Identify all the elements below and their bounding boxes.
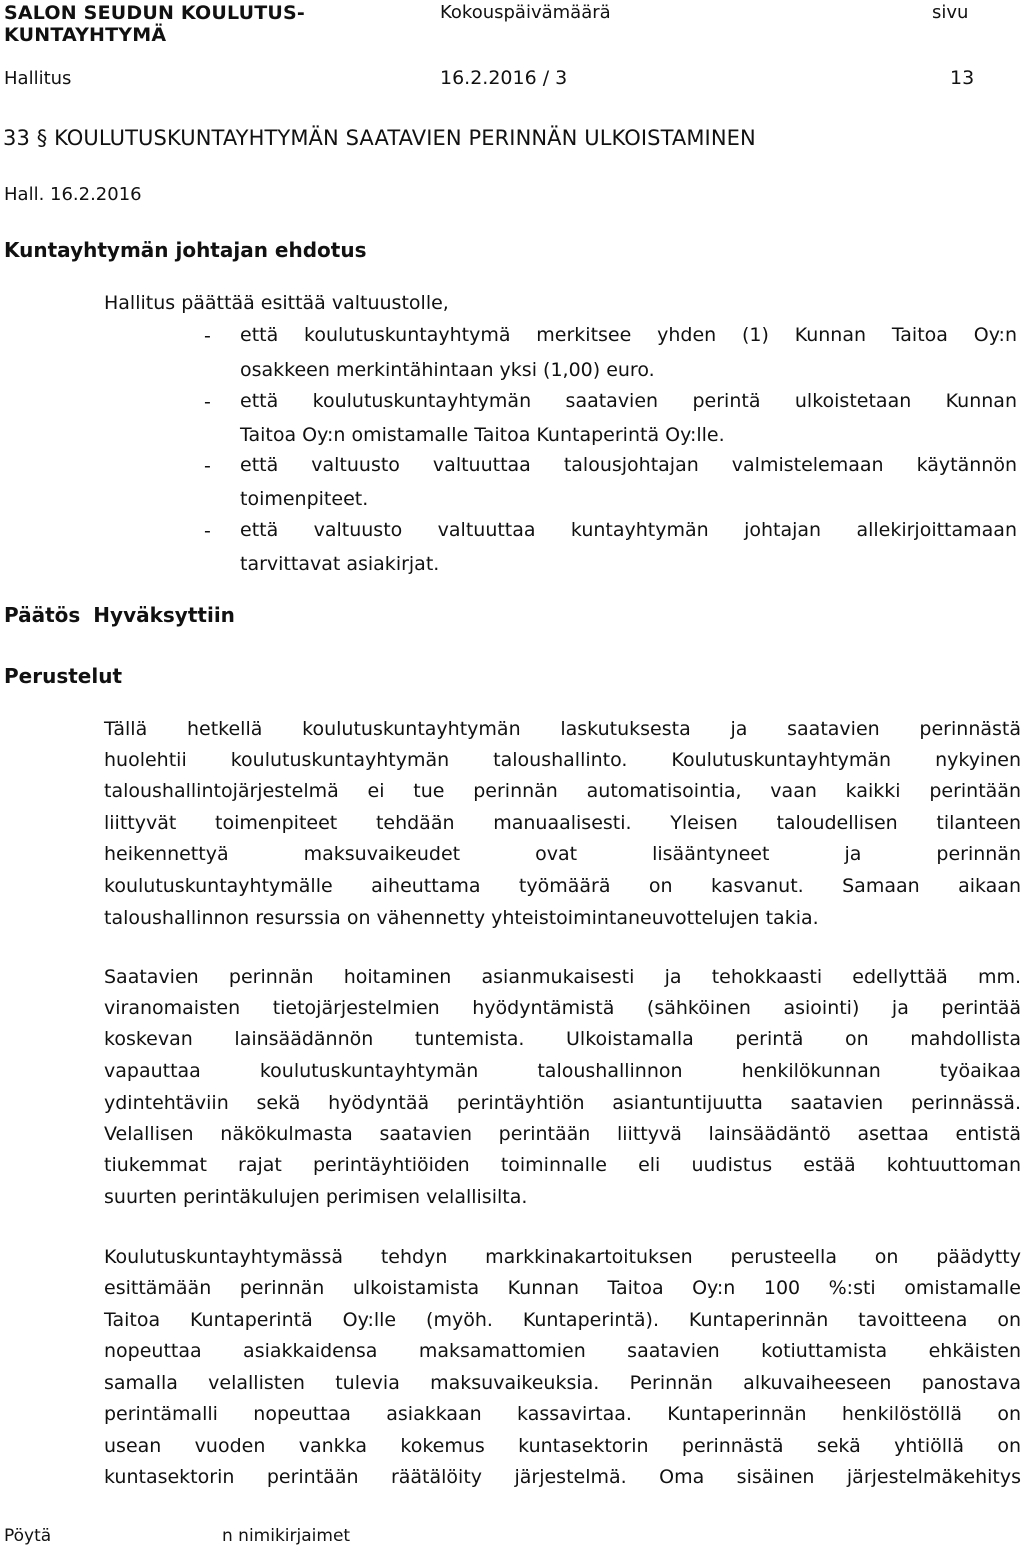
list-item-line1: että koulutuskuntayhtymä merkitsee yhden (1) Kunnan Taitoa Oy:n (240, 324, 1017, 346)
list-item-line2: toimenpiteet. (240, 488, 369, 510)
section-title: 33 § KOULUTUSKUNTAYHTYMÄN SAATAVIEN PERINNÄN ULKOISTAMINEN (3, 126, 756, 150)
decision-value: Hyväksyttiin (93, 603, 235, 627)
paragraph-line: huolehtii koulutuskuntayhtymän taloushallinto. Koulutuskuntayhtymän nykyinen (104, 749, 1021, 771)
decision-label: Päätös (4, 603, 81, 627)
paragraph-line: tiukemmat rajat perintäyhtiöiden toiminnalle eli uudistus estää kohtuuttoman (104, 1154, 1021, 1176)
footer-left: Pöytä (4, 1526, 52, 1546)
paragraph-line: Koulutuskuntayhtymässä tehdyn markkinakartoituksen perusteella on päädytty (104, 1246, 1021, 1268)
proposal-heading: Kuntayhtymän johtajan ehdotus (4, 238, 367, 262)
list-dash: - (204, 391, 211, 413)
list-dash: - (204, 325, 211, 347)
section-meta: Hall. 16.2.2016 (4, 184, 142, 205)
paragraph-line: taloushallinnon resurssia on vähennetty yhteistoimintaneuvottelujen takia. (104, 907, 819, 929)
paragraph-line: Taitoa Kuntaperintä Oy:lle (myöh. Kuntaperintä). Kuntaperinnän tavoitteena on (104, 1309, 1021, 1331)
paragraph-line: Saatavien perinnän hoitaminen asianmukaisesti ja tehokkaasti edellyttää mm. (104, 966, 1021, 988)
paragraph-line: viranomaisten tietojärjestelmien hyödyntämistä (sähköinen asiointi) ja perintää (104, 997, 1021, 1019)
paragraph-line: vapauttaa koulutuskuntayhtymän taloushallinnon henkilökunnan työaikaa (104, 1060, 1021, 1082)
proposal-intro: Hallitus päättää esittää valtuustolle, (104, 292, 449, 314)
paragraph-line: ydintehtäviin sekä hyödyntää perintäyhtiön asiantuntijuutta saatavien perinnässä. (104, 1092, 1021, 1114)
list-item-line1: että koulutuskuntayhtymän saatavien perintä ulkoistetaan Kunnan (240, 390, 1017, 412)
paragraph-line: Velallisen näkökulmasta saatavien perintään liittyvä lainsäädäntö asettaa entistä (104, 1123, 1021, 1145)
meeting-date: 16.2.2016 / 3 (440, 67, 568, 89)
paragraph-line: taloushallintojärjestelmä ei tue perinnän automatisointia, vaan kaikki perintään (104, 780, 1021, 802)
paragraph-line: kuntasektorin perintään räätälöity järjestelmä. Oma sisäinen järjestelmäkehitys (104, 1466, 1021, 1488)
decision (4, 603, 235, 627)
paragraph-line: nopeuttaa asiakkaidensa maksamattomien saatavien kotiuttamista ehkäisten (104, 1340, 1021, 1362)
list-item-line2: osakkeen merkintähintaan yksi (1,00) euro. (240, 359, 655, 381)
paragraph-line: perintämalli nopeuttaa asiakkaan kassavirtaa. Kuntaperinnän henkilöstöllä on (104, 1403, 1021, 1425)
list-item-line1: että valtuusto valtuuttaa kuntayhtymän johtajan allekirjoittamaan (240, 519, 1017, 541)
page-label: sivu (932, 2, 969, 23)
list-dash: - (204, 520, 211, 542)
body-name: Hallitus (4, 68, 72, 89)
organization-name (4, 2, 305, 46)
paragraph-line: usean vuoden vankka kokemus kuntasektorin perinnästä sekä yhtiöllä on (104, 1435, 1021, 1457)
paragraph-line: esittämään perinnän ulkoistamista Kunnan Taitoa Oy:n 100 %:sti omistamalle (104, 1277, 1021, 1299)
list-item-line2: tarvittavat asiakirjat. (240, 553, 440, 575)
paragraph-line: koskevan lainsäädännön tuntemista. Ulkoistamalla perintä on mahdollista (104, 1028, 1021, 1050)
page-number: 13 (950, 67, 975, 89)
footer-right: n nimikirjaimet (222, 1526, 351, 1546)
paragraph-line: koulutuskuntayhtymälle aiheuttama työmäärä on kasvanut. Samaan aikaan (104, 875, 1021, 897)
paragraph-line: suurten perintäkulujen perimisen velallisilta. (104, 1186, 528, 1208)
list-item-line2: Taitoa Oy:n omistamalle Taitoa Kuntaperintä Oy:lle. (240, 424, 725, 446)
list-dash: - (204, 455, 211, 477)
paragraph-line: heikennettyä maksuvaikeudet ovat lisääntyneet ja perinnän (104, 843, 1021, 865)
paragraph-line: Tällä hetkellä koulutuskuntayhtymän laskutuksesta ja saatavien perinnästä (104, 718, 1021, 740)
list-item-line1: että valtuusto valtuuttaa talousjohtajan valmistelemaan käytännön (240, 454, 1017, 476)
organization-name-line1: SALON SEUDUN KOULUTUS- (4, 2, 305, 24)
date-label: Kokouspäivämäärä (440, 2, 611, 23)
paragraph-line: samalla velallisten tulevia maksuvaikeuksia. Perinnän alkuvaiheeseen panostava (104, 1372, 1021, 1394)
rationale-heading: Perustelut (4, 664, 123, 688)
organization-name-line2: KUNTAYHTYMÄ (4, 24, 167, 46)
paragraph-line: liittyvät toimenpiteet tehdään manuaalisesti. Yleisen taloudellisen tilanteen (104, 812, 1021, 834)
